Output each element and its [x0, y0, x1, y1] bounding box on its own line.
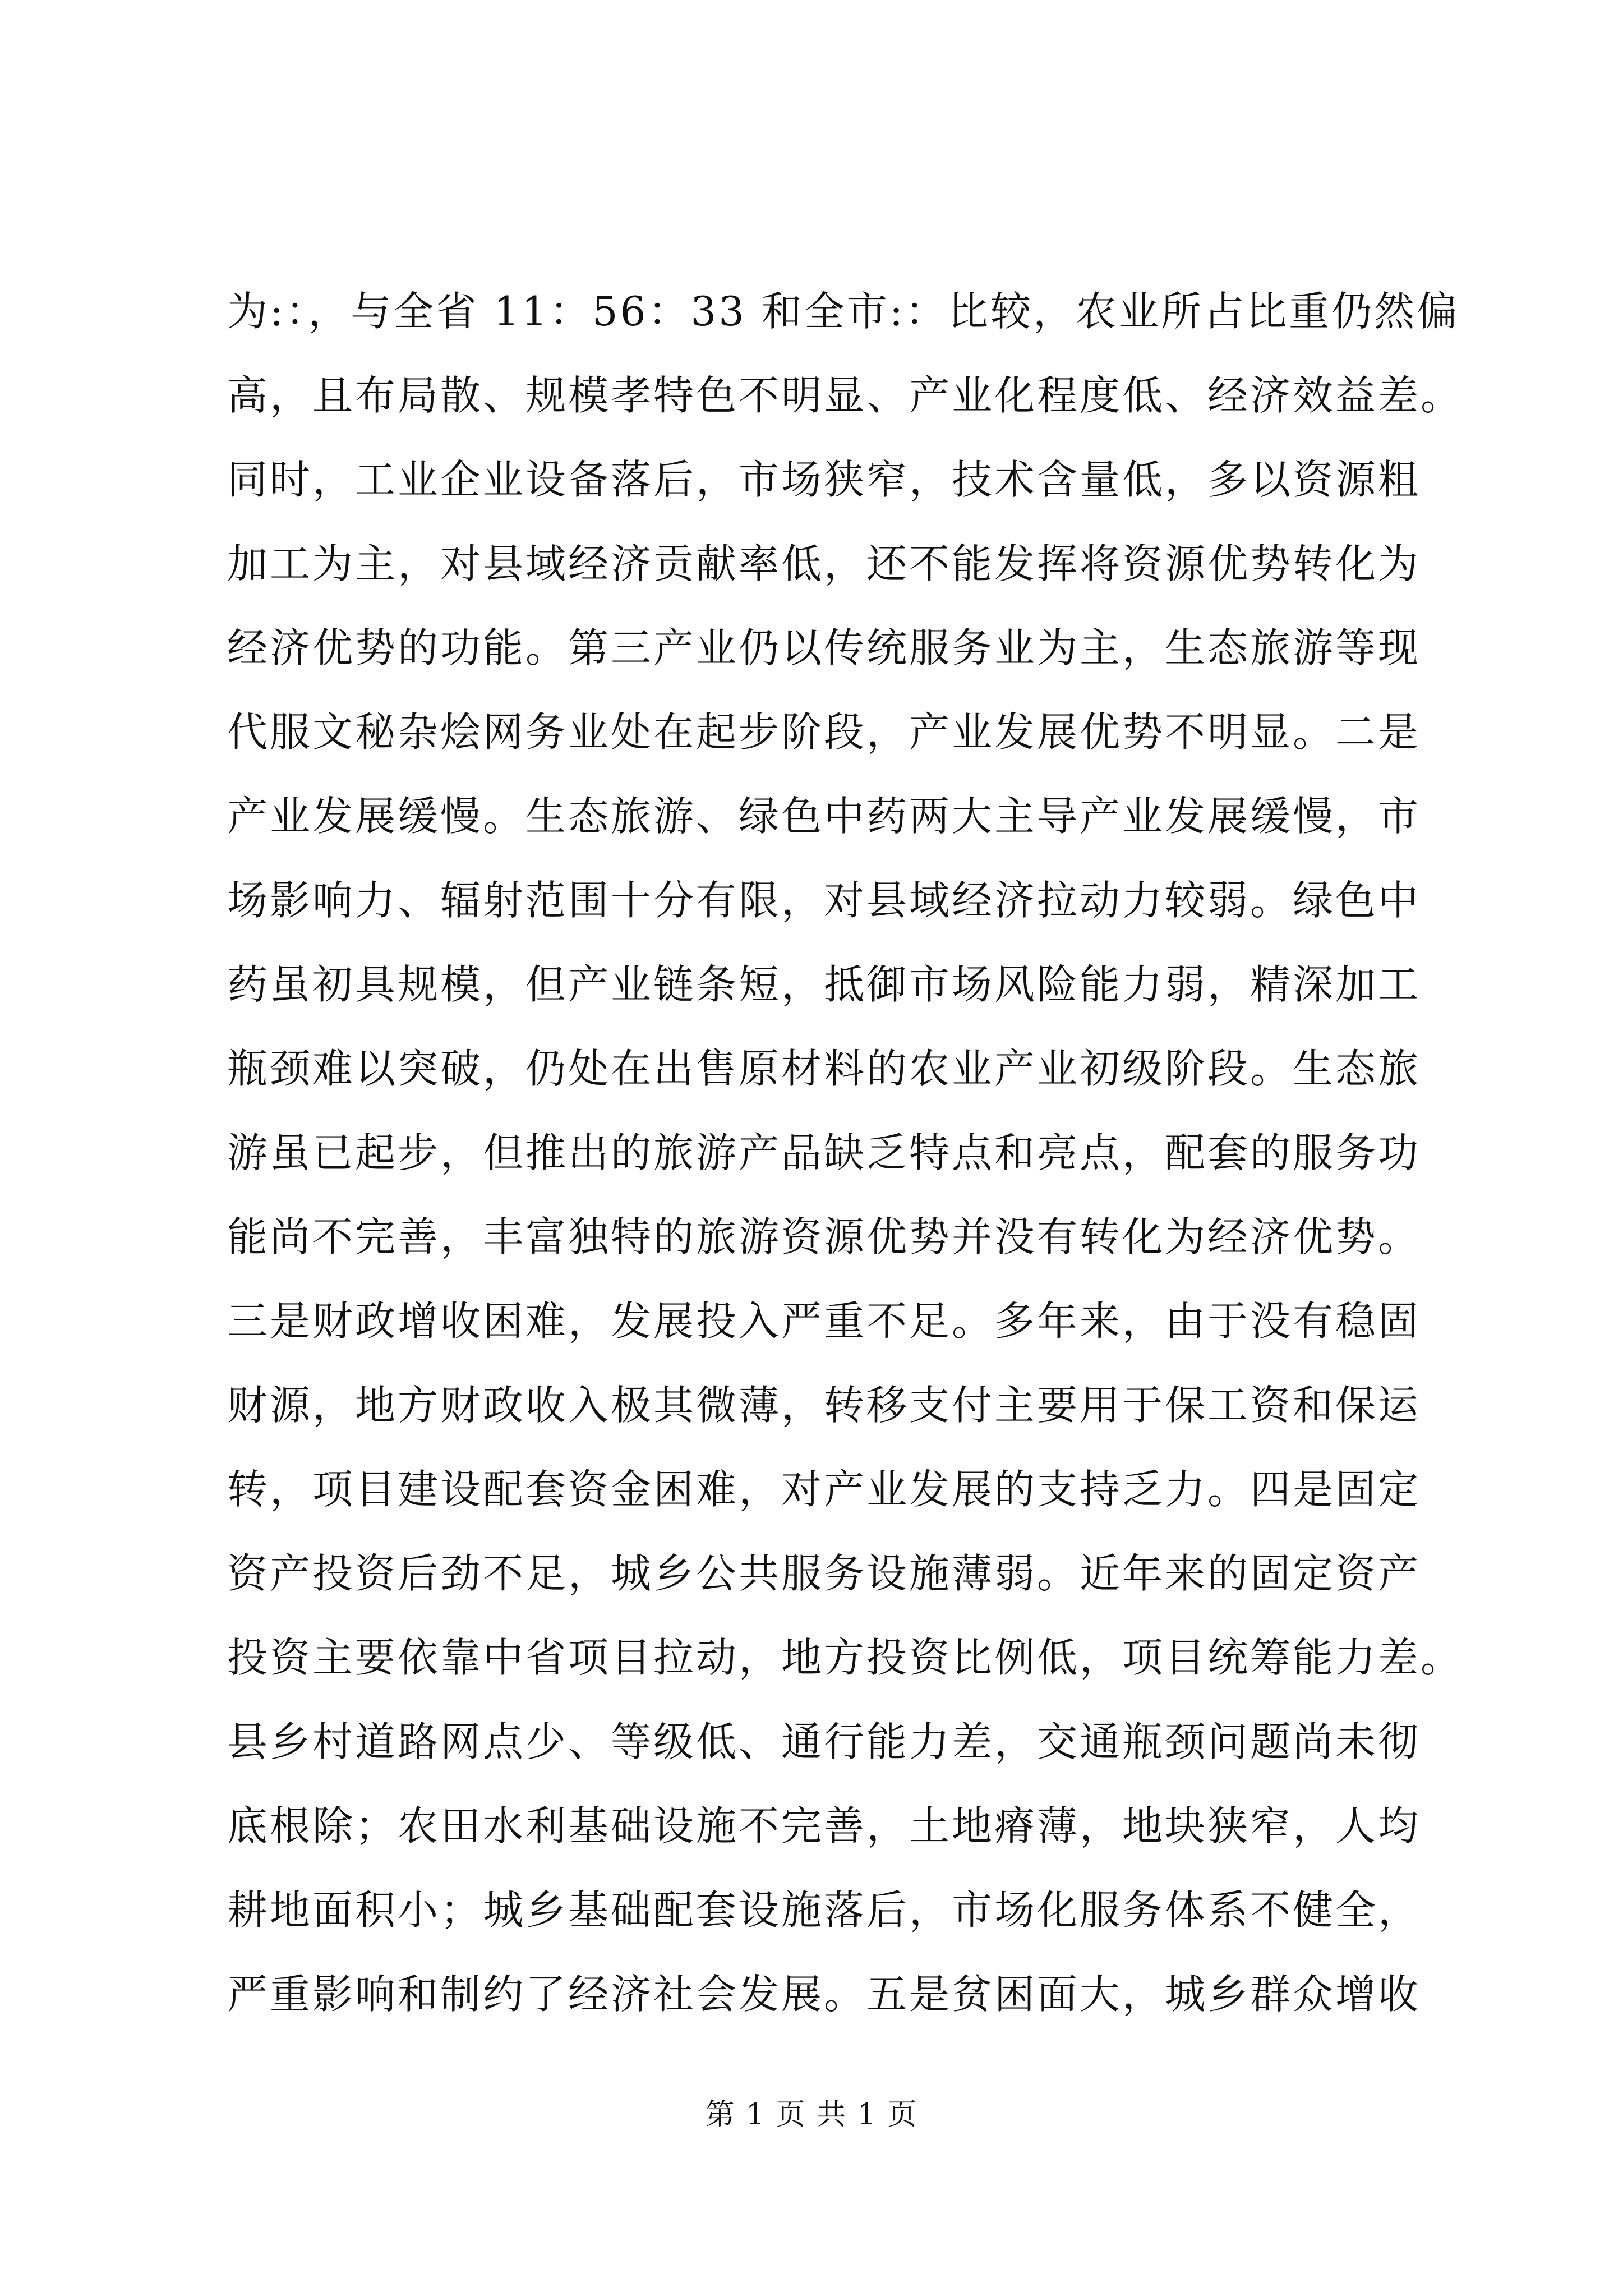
text-line: 游虽已起步，但推出的旅游产品缺乏特点和亮点，配套的服务功	[227, 1129, 1421, 1176]
text-line: 场影响力、辐射范围十分有限，对县域经济拉动力较弱。绿色中	[227, 877, 1421, 924]
page-footer: 第 1 页 共 1 页	[705, 2098, 918, 2132]
text-line: 加工为主，对县域经济贡献率低，还不能发挥将资源优势转化为	[227, 540, 1421, 587]
text-line: 财源，地方财政收入极其微薄，转移支付主要用于保工资和保运	[227, 1382, 1421, 1429]
text-line: 药虽初具规模，但产业链条短，抵御市场风险能力弱，精深加工	[227, 961, 1421, 1008]
text-line: 严重影响和制约了经济社会发展。五是贫困面大，城乡群众增收	[227, 1971, 1421, 2018]
text-line: 同时，工业企业设备落后，市场狭窄，技术含量低，多以资源粗	[227, 456, 1421, 503]
text-line: 为:：，与全省 11：56：33 和全市:：比较，农业所占比重仍然偏	[227, 288, 1460, 335]
text-line: 投资主要依靠中省项目拉动，地方投资比例低，项目统筹能力差。	[227, 1634, 1464, 1681]
text-line: 高，且布局散、规模孝特色不明显、产业化程度低、经济效益差。	[227, 372, 1464, 419]
text-line: 产业发展缓慢。生态旅游、绿色中药两大主导产业发展缓慢，市	[227, 793, 1421, 840]
text-line: 耕地面积小；城乡基础配套设施落后，市场化服务体系不健全，	[227, 1887, 1421, 1934]
text-line: 瓶颈难以突破，仍处在出售原材料的农业产业初级阶段。生态旅	[227, 1045, 1421, 1092]
text-line: 资产投资后劲不足，城乡公共服务设施薄弱。近年来的固定资产	[227, 1550, 1421, 1597]
text-line: 经济优势的功能。第三产业仍以传统服务业为主，生态旅游等现	[227, 624, 1421, 671]
text-line: 底根除；农田水利基础设施不完善，土地瘠薄，地块狭窄，人均	[227, 1802, 1421, 1849]
text-line: 三是财政增收困难，发展投入严重不足。多年来，由于没有稳固	[227, 1297, 1421, 1345]
text-line: 代服文秘杂烩网务业处在起步阶段，产业发展优势不明显。二是	[227, 708, 1421, 756]
text-line: 县乡村道路网点少、等级低、通行能力差，交通瓶颈问题尚未彻	[227, 1718, 1421, 1765]
text-line: 转，项目建设配套资金困难，对产业发展的支持乏力。四是固定	[227, 1466, 1421, 1513]
text-line: 能尚不完善，丰富独特的旅游资源优势并没有转化为经济优势。	[227, 1213, 1421, 1260]
